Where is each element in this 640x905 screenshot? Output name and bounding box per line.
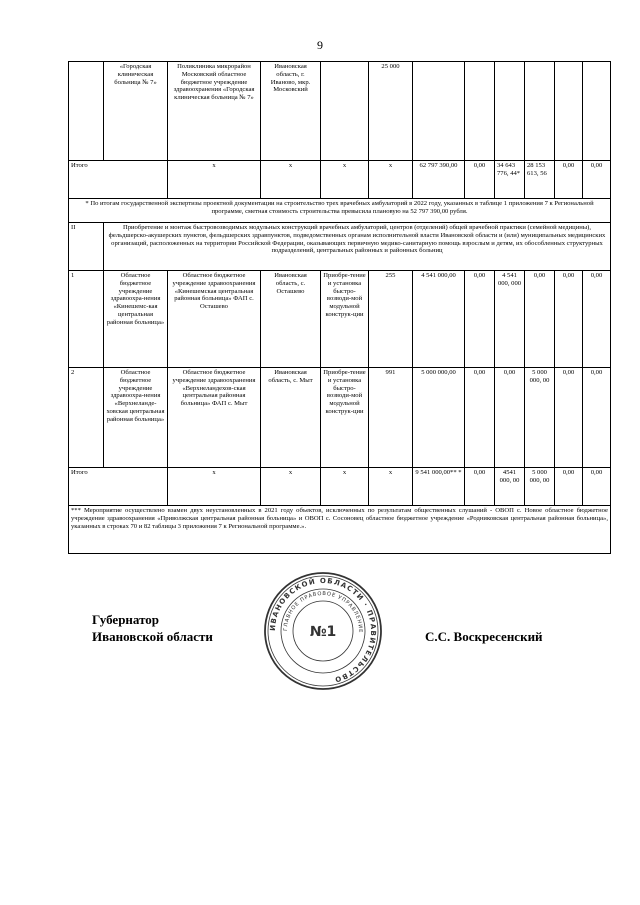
cell-total: 5 000 000,00 — [413, 368, 465, 468]
cell-institution: Областное бюджетное учреждение здравоохра-нения «Верхнеланде-ховская центральная районная больница» — [104, 368, 168, 468]
program-table — [68, 61, 611, 554]
cell: 0,00 — [465, 161, 495, 199]
cell-object: Областное бюджетное учреждение здравоохранения «Кинешемская центральная районная больница» ФАП с. Осташево — [168, 271, 261, 368]
itogo-label: Итого — [69, 161, 168, 199]
table-row-footnote-1 — [69, 199, 611, 223]
page-number: 9 — [317, 38, 323, 52]
cell — [525, 62, 555, 161]
cell: х — [261, 468, 321, 506]
table-row-itogo-1 — [69, 161, 611, 199]
cell-address: Ивановская область, с. Мыт — [261, 368, 321, 468]
cell-value: 25 000 — [369, 62, 413, 161]
cell: 0,00 — [583, 161, 611, 199]
cell-value: 255 — [369, 271, 413, 368]
cell: 0,00 — [465, 368, 495, 468]
cell: 5 000 000, 00 — [525, 368, 555, 468]
signature-position — [92, 611, 213, 645]
position-line-2: Ивановской области — [92, 629, 213, 644]
cell-value: 991 — [369, 368, 413, 468]
cell — [69, 62, 104, 161]
cell-total: 9 541 000,00** * — [413, 468, 465, 506]
cell-total: 4 541 000,00 — [413, 271, 465, 368]
cell-object: Поликлиника микрорайон Московский областное бюджетное учреждение здравоохранения «Городская клиническая больница № 7» — [168, 62, 261, 161]
cell — [495, 62, 525, 161]
cell — [555, 62, 583, 161]
row-number: 1 — [69, 271, 104, 368]
cell: 0,00 — [583, 368, 611, 468]
table-row-footnote-2 — [69, 506, 611, 554]
cell: 0,00 — [583, 271, 611, 368]
cell: х — [168, 161, 261, 199]
cell-institution: «Городская клиническая больница № 7» — [104, 62, 168, 161]
cell: х — [321, 468, 369, 506]
position-line-1: Губернатор — [92, 612, 160, 627]
cell: 0,00 — [555, 161, 583, 199]
footnote-1: * По итогам государственной экспертизы проектной документации на строительство трех врачебных амбулаторий в 2022 году, указанных в таблице 1 приложения 7 к Региональной программе, сметная стоимость строительства превысила плановую на 52 797 390,00 рубля. — [69, 199, 611, 223]
seal-center-number: №1 — [309, 624, 337, 640]
seal-inner-text: ГЛАВНОЕ ПРАВОВОЕ УПРАВЛЕНИЕ — [282, 590, 364, 634]
cell-activity: Приобре-тение и установка быстро-возводи-мой модульной конструк-ции — [321, 271, 369, 368]
cell: 28 153 613, 56 — [525, 161, 555, 199]
table-row — [69, 368, 611, 468]
cell: 0,00 — [555, 468, 583, 506]
section-title: Приобретение и монтаж быстровозводимых модульных конструкций врачебных амбулаторий, центров (отделений) общей врачебной практики (семейной медицины), фельдшерско-акушерских пунктов, фельдшерских здравпунктов, подведомственных органам исполнительной власти Ивановской области и (или) муниципальных медицинских организаций, расположенных на территории Российской Федерации, оказывающих первичную медико-санитарную помощь взрослым и детям, их обособленных структурных подразделений, центральных районных и районных больниц — [104, 223, 611, 271]
table-row-itogo-2 — [69, 468, 611, 506]
cell-address: Ивановская область, г. Иваново, мкр. Московский — [261, 62, 321, 161]
cell-address: Ивановская область, с. Осташево — [261, 271, 321, 368]
cell: 0,00 — [525, 271, 555, 368]
cell-object: Областное бюджетное учреждение здравоохранения «Верхнеландехов-ская центральная районная больница» ФАП с. Мыт — [168, 368, 261, 468]
cell: 0,00 — [465, 271, 495, 368]
cell: х — [321, 161, 369, 199]
cell — [465, 62, 495, 161]
cell: 5 000 000, 00 — [525, 468, 555, 506]
cell: 0,00 — [555, 368, 583, 468]
cell: 0,00 — [465, 468, 495, 506]
cell-activity: Приобре-тение и установка быстро-возводи-мой модульной конструк-ции — [321, 368, 369, 468]
table-row-section-2 — [69, 223, 611, 271]
cell: 0,00 — [555, 271, 583, 368]
section-number: II — [69, 223, 104, 271]
cell: 4 541 000, 000 — [495, 271, 525, 368]
cell: х — [261, 161, 321, 199]
row-number: 2 — [69, 368, 104, 468]
table-row-gkb7 — [69, 62, 611, 161]
cell: х — [369, 161, 413, 199]
cell-total: 62 797 390,00 — [413, 161, 465, 199]
cell: х — [168, 468, 261, 506]
cell-institution: Областное бюджетное учреждение здравоохра-нения «Кинешемс-кая центральная районная больница» — [104, 271, 168, 368]
cell: 0,00 — [495, 368, 525, 468]
cell: 34 643 776, 44* — [495, 161, 525, 199]
seal-outer-text: ИВАНОВСКОЙ ОБЛАСТИ · ПРАВИТЕЛЬСТВО — [268, 576, 378, 684]
cell — [321, 62, 369, 161]
cell — [413, 62, 465, 161]
footnote-2: *** Мероприятие осуществлено взамен двух неустановленных в 2021 году объектов, исключенных по результатам общественных слушаний - ОВОП с. Новое областное бюджетное учреждение здравоохранения «Приволжская центральная районная больница» и ОВОП с. Сосоновец областное бюджетное учреждение «Родниковская центральная районная больница», указанных в строках 70 и 82 таблицы 3 приложения 7 к Региональной программе.». — [69, 506, 611, 554]
itogo-label: Итого — [69, 468, 168, 506]
cell — [583, 62, 611, 161]
signatory-name: С.С. Воскресенский — [425, 629, 543, 644]
cell: 0,00 — [583, 468, 611, 506]
official-seal — [262, 570, 384, 692]
cell: х — [369, 468, 413, 506]
cell: 4541 000, 00 — [495, 468, 525, 506]
table-row — [69, 271, 611, 368]
